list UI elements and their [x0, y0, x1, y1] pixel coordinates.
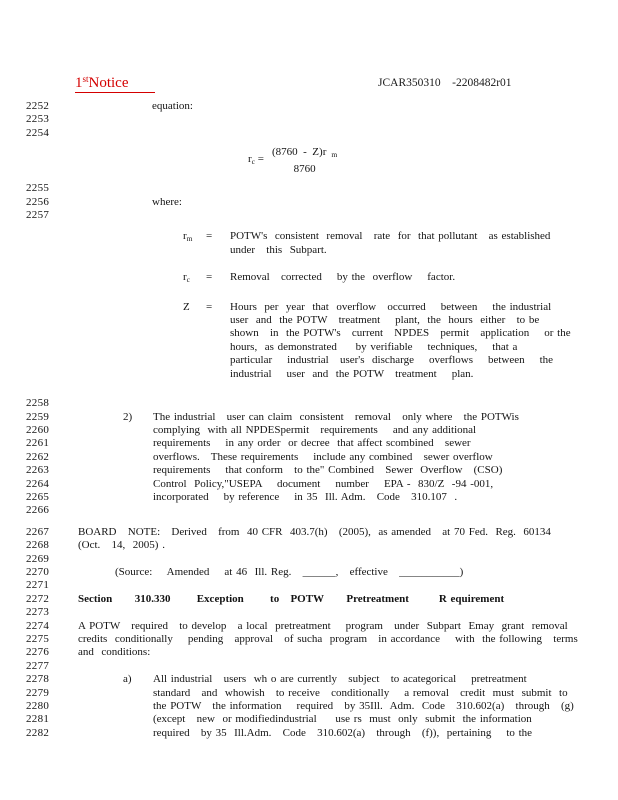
removal-rate-formula	[78, 145, 618, 176]
equals-sign: =	[206, 230, 213, 243]
list-marker: a)	[123, 673, 132, 686]
subscript: c	[251, 157, 256, 167]
document-line	[26, 539, 618, 552]
line-text: required by 35 Ill.Adm. Code 310.602(a) through (f)), pertaining to the	[153, 726, 533, 739]
line-text: requirements that conform to the" Combined Sewer Overflow (CSO)	[153, 464, 503, 477]
variable-definition	[78, 271, 618, 286]
line-number: 2276	[26, 646, 50, 659]
document-line	[26, 196, 618, 209]
definition-text	[230, 301, 571, 381]
formula-fraction	[272, 145, 337, 176]
line-text: A POTW required to develop a local pretreatment program under Subpart Emay grant removal	[78, 619, 568, 632]
definition-line: POTW's consistent removal rate for that pollutant as established	[230, 230, 551, 243]
document-line	[26, 464, 618, 477]
line-number: 2271	[26, 579, 50, 592]
formula-lhs: $r_c$ =	[248, 153, 264, 167]
document-line	[26, 673, 618, 686]
document-line	[26, 660, 618, 673]
document-line	[26, 491, 618, 504]
line-number: 2280	[26, 700, 50, 713]
document-line	[26, 566, 618, 579]
formula-numerator: (8760 - Z)r $_m$	[271, 146, 338, 160]
line-number: 2261	[26, 437, 50, 450]
subscript: m	[331, 150, 338, 160]
document-line	[26, 593, 618, 606]
document-line	[26, 100, 618, 113]
line-number: 2281	[26, 713, 50, 726]
document-line	[26, 424, 618, 437]
line-number: 2259	[26, 410, 50, 423]
definition-line: Removal corrected by the overflow factor.	[230, 271, 456, 284]
line-text: equation:	[152, 100, 193, 112]
line-number: 2260	[26, 423, 50, 436]
page-header	[0, 74, 618, 98]
line-number: 2279	[26, 686, 50, 699]
definition-text	[230, 271, 455, 286]
line-number: 2278	[26, 673, 50, 686]
definition-symbol: $r_m$	[183, 230, 193, 244]
hanging-paragraph	[78, 673, 527, 686]
line-text: requirements in any order or decree that affect scombined sewer	[153, 437, 471, 450]
line-number: 2273	[26, 606, 50, 619]
line-text: (except new or modifiedindustrial use rs must only submit the information	[153, 713, 532, 726]
line-text: incorporated by reference in 35 Ill. Adm. Code 310.107 .	[153, 490, 458, 503]
line-text: the POTW the information required by 35Ill. Adm. Code 310.602(a) through (g)	[153, 700, 574, 713]
line-number: 2258	[26, 397, 50, 410]
document-line	[26, 713, 618, 726]
line-number: 2262	[26, 450, 50, 463]
line-number: 2255	[26, 182, 50, 195]
line-number: 2256	[26, 195, 50, 208]
document-line	[26, 606, 618, 619]
line-number: 2267	[26, 525, 50, 538]
hanging-paragraph	[78, 411, 519, 424]
first-notice-label: 1stNotice	[75, 74, 155, 93]
document-line	[26, 687, 618, 700]
definition-symbol: $r_c$	[183, 271, 191, 285]
definition-line: Hours per year that overflow occurred between the industrial	[230, 300, 552, 313]
formula-denominator: 8760	[293, 163, 316, 176]
line-text: credits conditionally pending approval of sucha program in accordance with the following terms	[78, 633, 578, 645]
document-line	[26, 113, 618, 126]
line-number: 2275	[26, 633, 50, 645]
definition-line: shown in the POTW's current NPDES permit application or the	[230, 327, 571, 340]
line-number: 2269	[26, 552, 50, 565]
line-number: 2272	[26, 592, 50, 605]
document-line	[26, 478, 618, 491]
variable-definition	[78, 301, 618, 381]
line-text: BOARD NOTE: Derived from 40 CFR 403.7(h) (2005), as amended at 70 Fed. Reg. 60134	[78, 525, 551, 538]
line-number: 2253	[26, 113, 50, 126]
document-line	[26, 579, 618, 592]
document-line	[26, 526, 618, 539]
line-text: (Source: Amended at 46 Ill. Reg. ______, effective ___________)	[115, 565, 464, 578]
subscript: c	[186, 275, 191, 285]
definition-line: hours, as demonstrated by verifiable techniques, that a	[230, 340, 518, 353]
notice-superscript: st	[82, 74, 89, 84]
line-text: standard and whowish to receive conditionally a removal credit must submit to	[153, 686, 568, 699]
line-number: 2270	[26, 565, 50, 578]
line-number: 2266	[26, 504, 50, 517]
line-text: complying with all NPDESpermit requirements and any additional	[153, 423, 477, 436]
line-number: 2254	[26, 126, 50, 139]
document-line	[26, 397, 618, 410]
line-text: (Oct. 14, 2005) .	[78, 539, 165, 552]
document-line	[26, 620, 618, 633]
variable-definition	[78, 230, 618, 257]
document-line	[26, 437, 618, 450]
line-number: 2265	[26, 490, 50, 503]
line-number: 2274	[26, 619, 50, 632]
document-line	[26, 646, 618, 659]
document-line	[26, 633, 618, 646]
line-number: 2264	[26, 477, 50, 490]
document-line	[26, 553, 618, 566]
line-number: 2282	[26, 726, 50, 739]
line-text: Control Policy,"USEPA document number EPA - 830/Z -94 -001,	[153, 477, 494, 490]
document-line	[26, 451, 618, 464]
line-text: The industrial user can claim consistent removal only where the POTWis	[153, 410, 519, 423]
document-line	[26, 411, 618, 424]
document-line	[26, 182, 618, 195]
equals-sign: =	[206, 300, 213, 313]
definition-line: under this Subpart.	[230, 243, 327, 256]
document-line	[26, 727, 618, 740]
list-marker: 2)	[123, 410, 133, 423]
document-line	[26, 209, 618, 222]
line-text: All industrial users wh o are currently subject to acategorical pretreatment	[153, 673, 527, 686]
line-number: 2277	[26, 659, 50, 672]
line-text: overflows. These requirements include any combined sewer overflow	[153, 450, 493, 463]
line-number: 2252	[26, 100, 50, 112]
definition-symbol: Z	[183, 300, 190, 313]
document-line	[26, 504, 618, 517]
equals-sign: =	[206, 271, 213, 284]
line-text: Section 310.330 Exception to POTW Pretreatment R equirement	[78, 592, 505, 605]
document-line	[26, 700, 618, 713]
line-text: and conditions:	[78, 646, 151, 659]
document-line	[26, 127, 618, 140]
definition-text	[230, 230, 550, 257]
definition-line: industrial user and the POTW treatment plan.	[230, 367, 474, 380]
jcar-document-id: JCAR350310 -2208482r01	[378, 77, 512, 89]
definition-line: user and the POTW treatment plant, the hours either to be	[230, 314, 540, 327]
line-text: where:	[152, 195, 182, 208]
line-number: 2263	[26, 464, 50, 477]
document-body	[26, 100, 618, 740]
line-number: 2268	[26, 539, 50, 552]
line-number: 2257	[26, 209, 50, 222]
definition-line: particular industrial user's discharge overflows between the	[230, 354, 554, 367]
subscript: m	[186, 234, 193, 244]
